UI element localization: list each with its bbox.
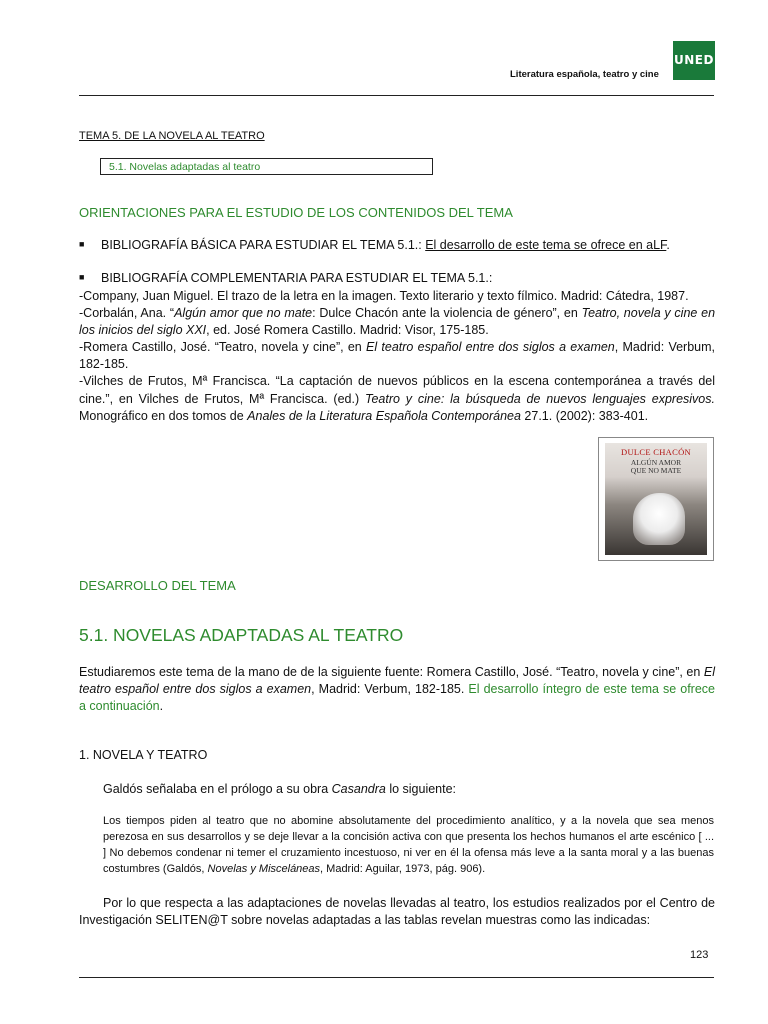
subsection-box xyxy=(100,158,433,175)
bib-entry-company: -Company, Juan Miguel. El trazo de la letra en la imagen. Texto literario y texto fílmico. Madrid: Cátedra, 1987. xyxy=(79,289,689,303)
subheading-novela-teatro: 1. NOVELA Y TEATRO xyxy=(79,748,208,762)
subsection-box-label: 5.1. Novelas adaptadas al teatro xyxy=(109,161,261,173)
alf-link[interactable]: El desarrollo de este tema se ofrece en aLF xyxy=(425,238,667,252)
page-number: 123 xyxy=(690,949,709,961)
header-rule xyxy=(79,95,714,96)
bibliografia-basica-label: BIBLIOGRAFÍA BÁSICA PARA ESTUDIAR EL TEMA 5.1.: xyxy=(101,238,422,252)
last-paragraph: Por lo que respecta a las adaptaciones de novelas llevadas al teatro, los estudios realizados por el Centro de Investigación SELITEN@T sobre novelas adaptadas a las tablas revelan muestras como las indicadas: xyxy=(79,896,715,927)
galdos-quote: Los tiempos piden al teatro que no abomine absolutamente del procedimiento analítico, y a la novela que sea menos perezosa en sus desarrollos y se deje llevar a la concisión activa con que presenta los hechos humanos el arte escénico [ ... ] No debemos condenar ni temer el cruzamiento incestuoso, ni ver en él la ofensa más leve a la santa moral y a las buenas costumbres (Galdós, Novelas y Misceláneas, Madrid: Aguilar, 1973, pág. 906). xyxy=(103,815,714,875)
book-cover-art xyxy=(605,443,707,555)
period: . xyxy=(666,238,670,252)
uned-logo xyxy=(673,41,715,80)
running-head: Literatura española, teatro y cine xyxy=(510,69,659,80)
intro-paragraph: Estudiaremos este tema de la mano de de la siguiente fuente: Romera Castillo, José. “Teatro, novela y cine”, en El teatro español entre dos siglos a examen, Madrid: Verbum, 182-185. El desarrollo íntegro de este tema se ofrece a continuación. xyxy=(79,665,715,713)
bullet-icon: ■ xyxy=(79,239,85,249)
bibliografia-complementaria-label: BIBLIOGRAFÍA COMPLEMENTARIA PARA ESTUDIAR EL TEMA 5.1.: xyxy=(101,271,493,285)
logo-text: UNED xyxy=(674,53,714,67)
bib-entry-vilches: -Vilches de Frutos, Mª Francisca. “La captación de nuevos públicos en la escena contemporánea a través del cine.”, en Vilches de Frutos, Mª Francisca. (ed.) Teatro y cine: la búsqueda de nuevos lenguajes expresivos. Monográfico en dos tomos de Anales de la Literatura Española Contemporánea 27.1. (2002): 383-401. xyxy=(79,374,715,423)
bibliography-list xyxy=(79,288,715,425)
tema-heading: TEMA 5. DE LA NOVELA AL TEATRO xyxy=(79,130,265,142)
bib-entry-corbalan: -Corbalán, Ana. “Algún amor que no mate: Dulce Chacón ante la violencia de género”, en Teatro, novela y cine en los inicios del siglo XXI, ed. José Romera Castillo. Madrid: Visor, 175-185. xyxy=(79,306,716,338)
cover-figure xyxy=(633,493,685,545)
book-cover-image xyxy=(598,437,714,561)
galdos-sentence: Galdós señalaba en el prólogo a su obra Casandra lo siguiente: xyxy=(103,782,457,796)
bibliografia-basica-row xyxy=(79,238,670,252)
desarrollo-heading: DESARROLLO DEL TEMA xyxy=(79,578,236,593)
bibliografia-complementaria-row xyxy=(79,271,492,285)
bullet-icon: ■ xyxy=(79,272,85,282)
footer-rule xyxy=(79,977,714,978)
bib-entry-romera: -Romera Castillo, José. “Teatro, novela y cine”, en El teatro español entre dos siglos a examen, Madrid: Verbum, 182-185. xyxy=(79,340,716,372)
cover-author: DULCE CHACÓN xyxy=(621,447,691,457)
section-title: 5.1. NOVELAS ADAPTADAS AL TEATRO xyxy=(79,625,404,645)
cover-title: ALGÚN AMOR QUE NO MATE xyxy=(630,458,682,475)
orientaciones-heading: ORIENTACIONES PARA EL ESTUDIO DE LOS CONTENIDOS DEL TEMA xyxy=(79,205,513,220)
